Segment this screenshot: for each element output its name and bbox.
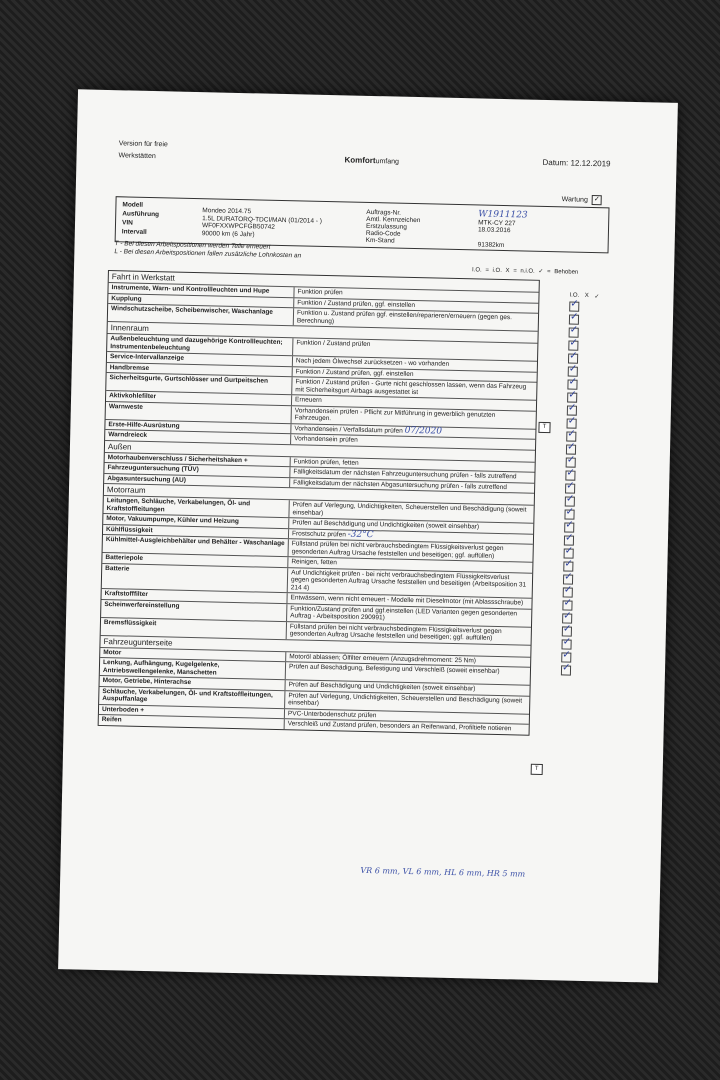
order-label-3: Radio-Code — [365, 229, 401, 238]
order-label-1: Amtl. Kennzeichen — [366, 215, 421, 225]
wartung-label: Wartung — [561, 196, 588, 204]
task-description: Füllstand prüfen bei nicht verbrauchsbedingtem Flüssigkeitsverlust gegen gesonderten Auftrag Ursache feststellen und beseitigen; ggf. auffüllen) — [289, 622, 502, 642]
item-label: Motor — [100, 647, 286, 661]
item-label: Windschutzscheibe, Scheibenwischer, Waschanlage — [108, 304, 294, 325]
title-suffix: umfang — [375, 158, 400, 166]
check-header-io: I.O. — [569, 292, 580, 299]
check-box — [567, 392, 577, 402]
wartung-field — [562, 194, 602, 205]
task-description: Entwässern, wenn nicht erneuert - Modelle mit Dieselmotor (mit Ablassschraube) — [290, 594, 524, 607]
item-label: Warnweste — [106, 402, 292, 423]
order-values — [478, 211, 528, 250]
check-box — [568, 340, 578, 350]
item-label: Kupplung — [108, 294, 294, 308]
task-description: Funktion / Zustand prüfen — [296, 339, 371, 349]
task-description: Vorhandensein prüfen - Pflicht zur Mitführung in gewerblich genutzten Fahrzeugen. — [294, 406, 496, 423]
item-label: Motorhaubenverschluss / Sicherheitshaken + — [105, 453, 291, 467]
order-value-4: 91382km — [477, 241, 505, 250]
item-label: Schläuche, Verkabelungen, Öl- und Kraftstoffleitungen, Auspuffanlage — [99, 686, 285, 707]
vehicle-value-3: 90000 km (6 Jahr) — [201, 229, 255, 238]
item-label: Fahrzeuguntersuchung (TÜV) — [104, 463, 290, 477]
check-columns — [561, 293, 600, 680]
check-box — [566, 457, 576, 467]
item-label: Kühlflüssigkeit — [103, 524, 289, 538]
order-value-0: W1911123 — [478, 209, 528, 221]
title-main: Komfort — [344, 155, 376, 166]
tire-depth-measurements — [360, 866, 525, 879]
item-label: Kraftstofffilter — [102, 589, 288, 603]
check-box — [569, 328, 579, 338]
item-label: Instrumente, Warn- und Kontrollleuchten und Hupe — [108, 283, 294, 297]
check-box — [565, 496, 575, 506]
task-description: Motoröl ablassen; Ölfilter erneuern (Anzugsdrehmoment: 25 Nm) — [289, 652, 477, 664]
item-label: Außenbeleuchtung und dazugehörige Kontrollleuchten; Instrumentenbeleuchtung — [107, 334, 293, 355]
check-box — [561, 639, 571, 649]
version-note — [118, 138, 168, 163]
order-value-1: MTK-CY 227 — [478, 218, 516, 227]
legend-notes — [114, 240, 301, 260]
section-header: Fahrt in Werkstatt — [109, 271, 539, 293]
order-label-4: Km-Stand — [365, 236, 395, 245]
task-description: Prüfen auf Beschädigung und Undichtigkeiten (soweit einsehbar) — [288, 681, 476, 693]
checklist-table — [98, 270, 540, 735]
version-line-2: Werkstätten — [118, 152, 156, 161]
check-box — [564, 509, 574, 519]
handwritten-value: -32°C — [347, 529, 374, 540]
check-box — [565, 483, 575, 493]
task-description: Vorhandensein / Verfallsdatum prüfen 07/2020 — [294, 424, 443, 437]
service-checklist-sheet — [58, 89, 678, 982]
task-description: Funktion / Zustand prüfen - Gurte nicht geschlossen lassen, wenn das Fahrzeug mit Sicherheitsgurt Airbags ausgestattet ist — [295, 378, 527, 396]
check-box — [562, 600, 572, 610]
item-label: Scheinwerfereinstellung — [101, 599, 287, 620]
item-label: Unterboden + — [99, 704, 285, 718]
item-label: Warndreieck — [105, 430, 291, 444]
tire-depth-values: VR 6 mm, VL 6 mm, HL 6 mm, HR 5 mm — [360, 865, 526, 879]
check-box — [569, 302, 579, 312]
check-box — [567, 379, 577, 389]
task-description: Fälligkeitsdatum der nächsten Fahrzeuguntersuchung prüfen - falls zutreffend — [293, 468, 517, 481]
handwritten-value: 07/2020 — [404, 425, 443, 437]
item-label: Reifen — [99, 715, 285, 729]
task-description: Funktion prüfen — [297, 288, 343, 297]
t-note: T - Bei diesen Arbeitspositionen werden Teile erneuert — [114, 240, 271, 251]
vehicle-label-0: Modell — [122, 201, 144, 209]
check-box — [562, 626, 572, 636]
item-label: Service-Intervallanzeige — [107, 352, 293, 366]
check-box — [561, 665, 571, 675]
l-note: L - Bei diesen Arbeitspositionen fallen zusätzliche Lohnkosten an — [114, 248, 302, 260]
task-description: Auf Undichtigkeit prüfen - bei nicht verbrauchsbedingtem Flüssigkeitsverlust gegen gesonderten Auftrag Ursache feststellen und beseitigen (Arbeitsposition 31 214 4) — [290, 568, 527, 592]
section-header: Außen — [105, 441, 535, 463]
item-label: Erste-Hilfe-Ausrüstung — [105, 420, 291, 434]
t-mark-motor: T — [531, 764, 543, 775]
item-label: Aktivkohlefilter — [106, 391, 292, 405]
task-description: PVC-Unterbodenschutz prüfen — [287, 709, 377, 719]
vehicle-values — [202, 207, 322, 240]
task-description: Funktion u. Zustand prüfen ggf. einstellen/reparieren/erneuern (gegen ges. Berechnung) — [296, 309, 513, 325]
task-description: Reinigen, fetten — [291, 558, 338, 567]
check-box — [567, 405, 577, 415]
item-label: Lenkung, Aufhängung, Kugelgelenke, Antriebswellengelenke, Manschetten — [100, 658, 286, 679]
check-box — [563, 561, 573, 571]
check-legend: I.O. = i.O. X = n.i.O. ✓ = Behoben — [471, 267, 579, 276]
check-box — [565, 470, 575, 480]
order-label-0: Auftrags-Nr. — [366, 208, 402, 217]
task-description: Erneuern — [294, 396, 322, 404]
vehicle-labels — [122, 200, 160, 237]
vehicle-value-1: 1.5L DURATORQ-TDCI/MAN (01/2014 - ) — [202, 214, 323, 225]
vehicle-value-2: WF0FXXWPCFGB50742 — [201, 222, 276, 231]
vehicle-label-1: Ausführung — [122, 210, 160, 219]
document-date: Datum: 12.12.2019 — [542, 157, 611, 169]
task-description: Funktion / Zustand prüfen, ggf. einstellen — [297, 298, 416, 309]
check-box — [566, 431, 576, 441]
task-description: Prüfen auf Verlegung, Undichtigkeiten, Scheuerstellen und Beschädigung (soweit einsehbar) — [288, 691, 523, 707]
check-box — [568, 366, 578, 376]
item-label: Motor, Getriebe, Hinterachse — [100, 676, 286, 690]
check-box — [564, 548, 574, 558]
section-header: Fahrzeugunterseite — [100, 635, 530, 657]
vehicle-label-3: Intervall — [121, 228, 147, 236]
check-box — [568, 353, 578, 363]
vehicle-value-0: Mondeo 2014.75 — [202, 207, 252, 216]
version-line-1: Version für freie — [118, 140, 168, 149]
item-label: Leitungen, Schläuche, Verkabelungen, Öl- und Kraftstoffleitungen — [103, 496, 289, 517]
section-header: Innenraum — [108, 322, 538, 344]
task-description: Vorhandensein prüfen — [294, 435, 358, 444]
item-label: Bremsflüssigkeit — [101, 617, 287, 638]
task-description: Nach jedem Ölwechsel zurücksetzen - wo vorhanden — [295, 357, 450, 368]
task-description: Füllstand prüfen bei nicht verbrauchsbedingtem Flüssigkeitsverlust gegen gesonderten Auftrag Ursache feststellen und beseitigen; ggf. auffüllen) — [291, 540, 504, 560]
task-description: Verschleiß und Zustand prüfen, besonders an Reifenwand, Profiltiefe notieren — [287, 720, 512, 733]
wartung-checkbox: ✓ — [592, 195, 602, 205]
task-description: Fälligkeitsdatum der nächsten Abgasuntersuchung prüfen - falls zutreffend — [293, 478, 508, 491]
order-label-2: Erstzulassung — [365, 222, 407, 231]
check-box — [561, 652, 571, 662]
item-label: Motor, Vakuumpumpe, Kühler und Heizung — [103, 514, 289, 528]
item-label: Handbremse — [107, 363, 293, 377]
item-label: Batterie — [102, 563, 289, 592]
task-description: Prüfen auf Beschädigung, Befestigung und Verschleiß (soweit einsehbar) — [288, 663, 500, 676]
check-box — [564, 535, 574, 545]
order-value-2: 18.03.2016 — [477, 226, 511, 235]
order-labels — [366, 209, 421, 245]
check-box — [563, 587, 573, 597]
task-description: Frostschutz prüfen -32°C — [291, 529, 374, 540]
task-description: Funktion/Zustand prüfen und ggf.einstellen (LED Varianten gegen gesonderten Auftrag - Arbeitsposition 290991) — [290, 604, 518, 622]
task-description: Prüfen auf Verlegung, Undichtigkeiten, Scheuerstellen und Beschädigung (soweit einsehbar) — [292, 501, 527, 517]
task-description: Funktion / Zustand prüfen, ggf. einstellen — [295, 367, 414, 378]
check-box — [562, 613, 572, 623]
task-description: Prüfen auf Beschädigung und Undichtigkeiten (soweit einsehbar) — [292, 519, 480, 531]
check-box — [566, 418, 576, 428]
section-header: Motorraum — [104, 484, 534, 506]
document-title — [344, 155, 399, 165]
check-header-fixed: ✓ — [594, 294, 600, 301]
item-label: Kühlmittel-Ausgleichbehälter und Behälter - Waschanlage — [103, 535, 289, 556]
item-label: Batteriepole — [102, 553, 288, 567]
check-header-x: X — [584, 292, 589, 299]
item-label: Sicherheitsgurte, Gurtschlösser und Gurtpeitschen — [106, 373, 292, 394]
item-label: Abgasuntersuchung (AU) — [104, 474, 290, 488]
check-box — [569, 315, 579, 325]
t-mark-aktivkohlefilter: T — [538, 422, 550, 433]
check-box — [564, 522, 574, 532]
task-description: Funktion prüfen, fetten — [293, 457, 359, 467]
check-box — [566, 444, 576, 454]
check-box — [563, 574, 573, 584]
vehicle-label-2: VIN — [121, 219, 133, 227]
